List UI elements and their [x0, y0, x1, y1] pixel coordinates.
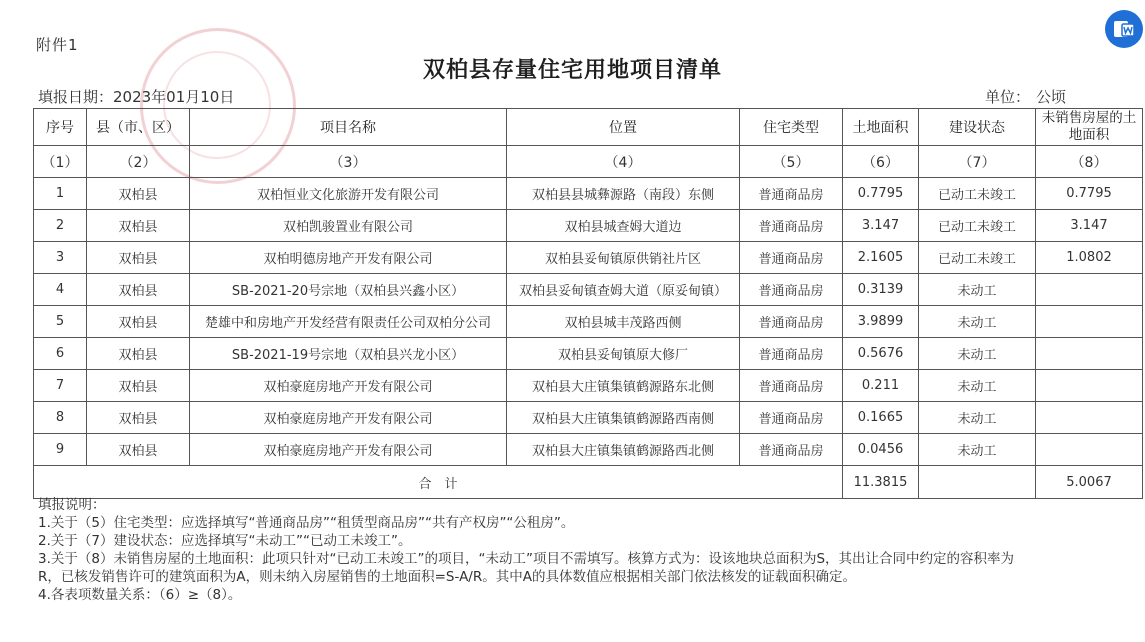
- cell-seq: 9: [34, 434, 87, 466]
- cell-housing-type: 普通商品房: [740, 178, 843, 210]
- cell-land-area: 0.5676: [843, 338, 919, 370]
- col-index: （1）: [34, 146, 87, 178]
- cell-unsold-area: 1.0802: [1036, 242, 1143, 274]
- cell-project: 双柏豪庭房地产开发有限公司: [190, 434, 507, 466]
- col-header-housing-type: 住宅类型: [740, 109, 843, 146]
- table-row: [34, 178, 1143, 210]
- cell-location: 双柏县妥甸镇查姆大道（原妥甸镇）: [507, 274, 740, 306]
- cell-project: 双柏凯骏置业有限公司: [190, 210, 507, 242]
- cell-project: SB-2021-19号宗地（双柏县兴龙小区）: [190, 338, 507, 370]
- unit-label-text: 单位：: [985, 88, 1031, 106]
- cell-housing-type: 普通商品房: [740, 306, 843, 338]
- cell-unsold-area: [1036, 370, 1143, 402]
- cell-unsold-area: [1036, 306, 1143, 338]
- cell-seq: 4: [34, 274, 87, 306]
- table-row: [34, 434, 1143, 466]
- cell-status: 未动工: [919, 370, 1036, 402]
- cell-unsold-area: 0.7795: [1036, 178, 1143, 210]
- cell-land-area: 3.9899: [843, 306, 919, 338]
- cell-land-area: 0.7795: [843, 178, 919, 210]
- cell-project: SB-2021-20号宗地（双柏县兴鑫小区）: [190, 274, 507, 306]
- total-label: 合 计: [34, 466, 843, 499]
- cell-location: 双柏县县城彝源路（南段）东侧: [507, 178, 740, 210]
- cell-status: 已动工未竣工: [919, 242, 1036, 274]
- cell-county: 双柏县: [87, 306, 190, 338]
- table-row: [34, 402, 1143, 434]
- note-line: 1.关于（5）住宅类型：应选择填写“普通商品房”“租赁型商品房”“共有产权房”“公租房”。: [38, 515, 575, 531]
- cell-seq: 2: [34, 210, 87, 242]
- col-header-status: 建设状态: [919, 109, 1036, 146]
- cell-land-area: 0.0456: [843, 434, 919, 466]
- total-status-empty: [919, 466, 1036, 499]
- col-header-county: 县（市、区）: [87, 109, 190, 146]
- cell-county: 双柏县: [87, 402, 190, 434]
- cell-location: 双柏县大庄镇集镇鹤源路东北侧: [507, 370, 740, 402]
- cell-status: 已动工未竣工: [919, 178, 1036, 210]
- cell-status: 未动工: [919, 274, 1036, 306]
- col-index: （8）: [1036, 146, 1143, 178]
- table-row: [34, 242, 1143, 274]
- cell-unsold-area: [1036, 402, 1143, 434]
- cell-land-area: 2.1605: [843, 242, 919, 274]
- cell-seq: 5: [34, 306, 87, 338]
- cell-unsold-area: [1036, 338, 1143, 370]
- col-header-seq: 序号: [34, 109, 87, 146]
- cell-status: 未动工: [919, 338, 1036, 370]
- total-unsold-area: 5.0067: [1036, 466, 1143, 499]
- table-row: [34, 338, 1143, 370]
- cell-status: 已动工未竣工: [919, 210, 1036, 242]
- cell-status: 未动工: [919, 306, 1036, 338]
- cell-housing-type: 普通商品房: [740, 402, 843, 434]
- cell-county: 双柏县: [87, 370, 190, 402]
- cell-location: 双柏县城查姆大道边: [507, 210, 740, 242]
- cell-location: 双柏县妥甸镇原大修厂: [507, 338, 740, 370]
- table-row: [34, 370, 1143, 402]
- cell-location: 双柏县妥甸镇原供销社片区: [507, 242, 740, 274]
- cell-housing-type: 普通商品房: [740, 370, 843, 402]
- fill-date: 填报日期：2023年01月10日: [38, 88, 235, 106]
- note-line: R，已核发销售许可的建筑面积为A，则未纳入房屋销售的土地面积=S-A/R。其中A的具体数值应根据相关部门依法核发的证载面积确定。: [38, 569, 856, 585]
- cell-housing-type: 普通商品房: [740, 434, 843, 466]
- col-index: （7）: [919, 146, 1036, 178]
- cell-land-area: 0.211: [843, 370, 919, 402]
- col-header-location: 位置: [507, 109, 740, 146]
- cell-location: 双柏县大庄镇集镇鹤源路西南侧: [507, 402, 740, 434]
- cell-housing-type: 普通商品房: [740, 338, 843, 370]
- total-land-area: 11.3815: [843, 466, 919, 499]
- document-title: 双柏县存量住宅用地项目清单: [422, 58, 722, 83]
- cell-seq: 1: [34, 178, 87, 210]
- cell-housing-type: 普通商品房: [740, 274, 843, 306]
- cell-unsold-area: [1036, 434, 1143, 466]
- cell-county: 双柏县: [87, 210, 190, 242]
- header-row: [34, 109, 1143, 146]
- cell-location: 双柏县城丰茂路西侧: [507, 306, 740, 338]
- cell-seq: 6: [34, 338, 87, 370]
- table-row: [34, 210, 1143, 242]
- col-index: （3）: [190, 146, 507, 178]
- cell-land-area: 0.1665: [843, 402, 919, 434]
- cell-unsold-area: 3.147: [1036, 210, 1143, 242]
- cell-location: 双柏县大庄镇集镇鹤源路西北侧: [507, 434, 740, 466]
- col-index: （5）: [740, 146, 843, 178]
- col-index: （6）: [843, 146, 919, 178]
- table-row: [34, 306, 1143, 338]
- cell-project: 楚雄中和房地产开发经营有限责任公司双柏分公司: [190, 306, 507, 338]
- col-header-land-area: 土地面积: [843, 109, 919, 146]
- cell-land-area: 3.147: [843, 210, 919, 242]
- cell-housing-type: 普通商品房: [740, 210, 843, 242]
- word-app-icon[interactable]: [1105, 10, 1143, 48]
- unit-label: [985, 86, 1066, 107]
- column-index-row: [34, 146, 1143, 178]
- cell-county: 双柏县: [87, 434, 190, 466]
- cell-seq: 3: [34, 242, 87, 274]
- total-row: [34, 466, 1143, 499]
- cell-county: 双柏县: [87, 242, 190, 274]
- cell-project: 双柏恒业文化旅游开发有限公司: [190, 178, 507, 210]
- cell-project: 双柏明德房地产开发有限公司: [190, 242, 507, 274]
- cell-county: 双柏县: [87, 178, 190, 210]
- word-glyph-icon: [1112, 17, 1136, 41]
- cell-housing-type: 普通商品房: [740, 242, 843, 274]
- table-row: [34, 274, 1143, 306]
- note-line: 2.关于（7）建设状态：应选择填写“未动工”“已动工未竣工”。: [38, 533, 412, 549]
- fill-instructions: [38, 496, 1138, 604]
- land-project-table: [33, 108, 1143, 499]
- cell-seq: 7: [34, 370, 87, 402]
- cell-land-area: 0.3139: [843, 274, 919, 306]
- cell-status: 未动工: [919, 402, 1036, 434]
- notes-heading: 填报说明：: [38, 497, 106, 513]
- cell-status: 未动工: [919, 434, 1036, 466]
- col-header-unsold-area: 未销售房屋的土地面积: [1036, 109, 1143, 146]
- col-index: （2）: [87, 146, 190, 178]
- cell-unsold-area: [1036, 274, 1143, 306]
- note-line: 4.各表项数量关系：（6）≥（8）。: [38, 587, 242, 603]
- unit-value: 公顷: [1036, 88, 1067, 106]
- cell-county: 双柏县: [87, 338, 190, 370]
- note-line: 3.关于（8）未销售房屋的土地面积：此项只针对“已动工未竣工”的项目，“未动工”项目不需填写。核算方式为：设该地块总面积为S，其出让合同中约定的容积率为: [38, 551, 1015, 567]
- col-index: （4）: [507, 146, 740, 178]
- cell-seq: 8: [34, 402, 87, 434]
- attachment-label: 附件1: [36, 36, 79, 54]
- cell-project: 双柏豪庭房地产开发有限公司: [190, 402, 507, 434]
- cell-project: 双柏豪庭房地产开发有限公司: [190, 370, 507, 402]
- cell-county: 双柏县: [87, 274, 190, 306]
- col-header-project: 项目名称: [190, 109, 507, 146]
